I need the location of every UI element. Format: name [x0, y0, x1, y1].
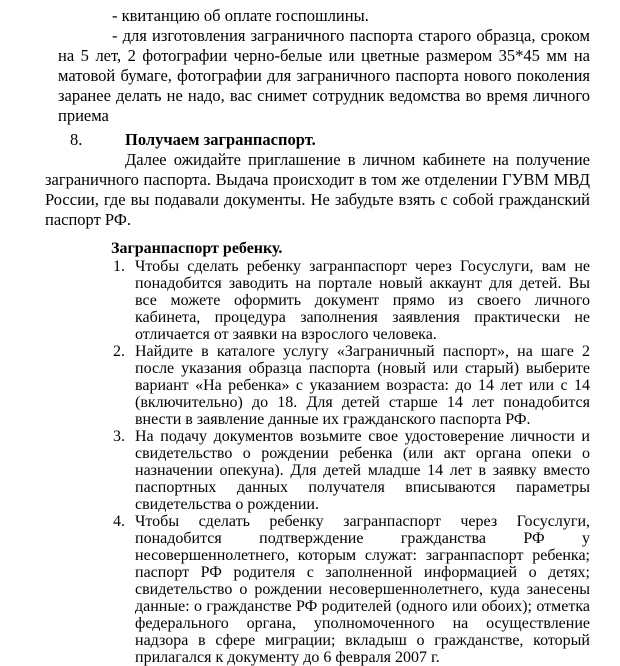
list-item-number: 2.: [113, 343, 125, 360]
list-item-text: Чтобы сделать ребенку загранпаспорт через Госуслуги, вам не понадобится заводить на портале новый аккаунт для детей. Вы все можете оформить документ прямо из своего личного кабинета, процедура заполнения заявления практически не отличается от заявки на взрослого человека.: [135, 258, 590, 343]
section-8-heading: [0, 130, 620, 150]
list-item: [113, 513, 590, 666]
section-8-body: Далее ожидайте приглашение в личном кабинете на получение заграничного паспорта. Выдача происходит в том же отделении ГУВМ МВД России, где вы подавали документы. Не забудьте взять с собой гражданский паспорт РФ.: [45, 150, 590, 229]
list-item-number: 3.: [113, 428, 125, 445]
intro-bullet-fee-receipt: - квитанцию об оплате госпошлины.: [112, 6, 369, 25]
top-section: [0, 6, 620, 230]
list-item: [113, 428, 590, 513]
section-8-number: 8.: [70, 130, 83, 149]
list-item: [113, 343, 590, 428]
child-passport-title: Загранпаспорт ребенку.: [111, 240, 283, 257]
section-8-title: Получаем загранпаспорт.: [125, 130, 316, 149]
child-passport-steps: [113, 258, 590, 666]
list-item-text: На подачу документов возьмите свое удостоверение личности и свидетельство о рождении ребенка (или акт органа опеки о назначении опекуна). Для детей младше 14 лет в заявку вместо паспортных данных получателя вписываются параметры свидетельства о рождении.: [135, 428, 590, 513]
required-documents-list: [58, 6, 590, 126]
list-item: [113, 258, 590, 343]
list-item-number: 4.: [113, 513, 125, 530]
list-item-text: Найдите в каталоге услугу «Заграничный паспорт», на шаге 2 после указания образца паспорта (новый или старый) выберите вариант «На ребенка» с указанием возраста: до 14 лет или с 14 (включительно) до 18. Для детей старше 14 лет понадобится внести в заявление данные их гражданского паспорта РФ.: [135, 343, 590, 428]
intro-bullet-photos: - для изготовления заграничного паспорта старого образца, сроком на 5 лет, 2 фотографии черно-белые или цветные размером 35*45 мм на матовой бумаге, фотографии для заграничного паспорта нового поколения заранее делать не надо, вас снимет сотрудник ведомства во время личного приема: [58, 26, 590, 125]
list-item-number: 1.: [113, 258, 125, 275]
list-item-text: Чтобы сделать ребенку загранпаспорт через Госуслуги, понадобится подтверждение гражданства РФ у несовершеннолетнего, которым служат: загранпаспорт ребенка; паспорт РФ родителя с заполненной информацией о детях; свидетельство о рождении несовершеннолетнего, куда занесены данные: о гражданстве РФ родителей (одного или обоих); отметка федерального органа, уполномоченного на осуществление надзора в сфере миграции; вкладыш о гражданстве, который прилагался к документу до 6 февраля 2007 г.: [135, 513, 590, 666]
child-passport-section: [0, 239, 620, 666]
